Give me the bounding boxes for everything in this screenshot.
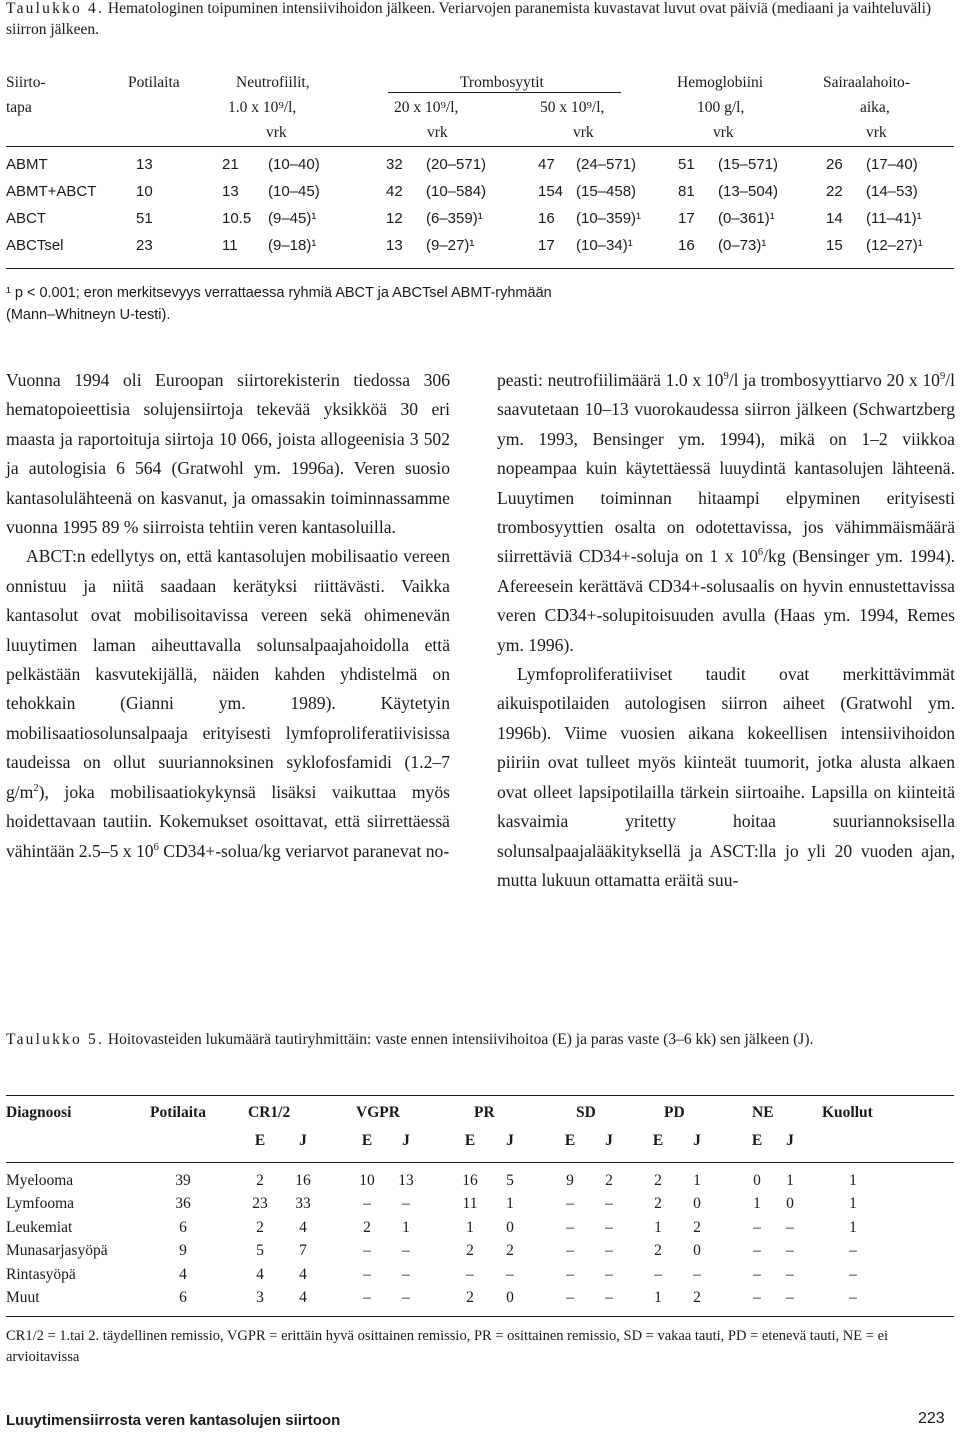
table5-cell-kuollut: – — [849, 1289, 857, 1306]
table5-header-rule — [6, 1162, 954, 1163]
table4-cell-neu_m: 10.5 — [222, 210, 252, 227]
table4-cell-sh_r: (14–53) — [866, 183, 918, 200]
table5-cell-potilaita: 39 — [175, 1172, 191, 1189]
table5-cell-value: 1 — [753, 1195, 761, 1213]
table5-cell-value: 2 — [654, 1195, 662, 1213]
table4-cell-neu_r: (10–40) — [268, 156, 320, 173]
table4-cell-hb_m: 51 — [678, 156, 695, 173]
table5-cell-value: – — [605, 1195, 613, 1213]
table5-cell-value: – — [786, 1265, 794, 1283]
table4-cell-t20_r: (20–571) — [426, 156, 487, 173]
table4-cell-n: 51 — [136, 210, 153, 227]
table5-cell-value: 16 — [462, 1172, 478, 1189]
table4-cell-n: 10 — [136, 183, 153, 200]
table5-header-6: PD — [664, 1104, 685, 1121]
table5-cell-value: 1 — [693, 1172, 701, 1189]
table4-header-rule — [6, 146, 954, 147]
table5-cell-kuollut: 1 — [849, 1195, 857, 1213]
table4-cell-sh_m: 22 — [826, 183, 843, 200]
table5-cell-value: 2 — [693, 1289, 701, 1306]
table5-cell-kuollut: – — [849, 1265, 857, 1283]
table5-cell-value: 1 — [654, 1218, 662, 1236]
header-neutro-threshold: 1.0 x 10⁹/l, — [228, 99, 297, 116]
table5-cell-value: 4 — [299, 1265, 307, 1283]
left-paragraph-2: ABCT:n edellytys on, että kantasolujen mobilisaatio vereen onnistuu ja niitä saadaan kerätyksi riittävästi. Vaikka kantasolut ovat mobilisoitavissa vereen sekä ohimenevän luuytimen laman aiheuttavalla solunsalpaajahoidolla että pelkästään kasvutekijällä, näiden kahden yhdistelmä on tehokkain (Gianni ym. 1989). Käytetyin mobilisaatiosolunsalpaaja erityisesti lymfoproliferatiivisissa taudeissa on ollut suuriannoksinen syklofosfamidi (1.2–7 $g/m^2$), joka mobilisaatiokykynsä lisäksi vaikuttaa myös hoidettavaan tautiin. Kokemukset osoittavat, että siirrettäessä vähintään 2.5–5 x $10^6$ CD34+-solua/kg veriarvot paranevat no- — [6, 546, 450, 861]
table5-cell-diagnoosi: Leukemiat — [6, 1218, 73, 1236]
table4-cell-t50_r: (10–34)¹ — [576, 237, 633, 254]
table5-header-7: NE — [752, 1104, 774, 1121]
table5-row — [0, 1172, 960, 1194]
page-number: 223 — [918, 1410, 945, 1427]
table5-row — [0, 1219, 960, 1241]
table5-cell-value: 2 — [363, 1218, 371, 1236]
table5-footnote: CR1/2 = 1.tai 2. täydellinen remissio, VGPR = erittäin hyvä osittainen remissio, PR = osittainen remissio, SD = vakaa tauti, PD = etenevä tauti, NE = ei arvioitavissa — [6, 1328, 889, 1365]
table5-cell-value: 2 — [466, 1289, 474, 1306]
header-sh-unit: vrk — [866, 124, 887, 141]
table4-bottom-rule — [6, 268, 954, 269]
table5-cell-diagnoosi: Munasarjasyöpä — [6, 1242, 108, 1260]
right-paragraph-1: peasti: neutrofiilimäärä 1.0 x $10^9/l$ ja trombosyyttiarvo 20 x $10^9/l$ saavutetaan 10–13 vuorokaudessa siirron jälkeen (Schwartzberg ym. 1993, Bensinger ym. 1994), mikä on 1–2 viikkoa nopeampaa kuin käytettäessä luuydintä kantasolujen lähteenä. Luuytimen toiminnan hitaampi elpyminen erityisesti trombosyyttien osalta on odotettavissa, jos vähimmäismäärä siirrettäviä CD34+-soluja on 1 x $10^6/kg$ (Bensinger ym. 1994). Afereesein kerättävä CD34+-solusaalis on hyvin ennustettavissa veren CD34+-solupitoisuuden avulla (Haas ym. 1994, Remes ym. 1996). — [497, 370, 955, 655]
body-left-column — [6, 366, 450, 866]
table5-cell-value: – — [753, 1242, 761, 1260]
table5-cell-value: 5 — [256, 1242, 264, 1260]
table5-subheader-4: E — [464, 1132, 476, 1149]
table5-cell-value: 1 — [402, 1218, 410, 1236]
table5-cell-value: 4 — [299, 1218, 307, 1236]
table4-caption-label: Taulukko 4. — [6, 0, 105, 17]
table5-cell-value: – — [753, 1265, 761, 1283]
table4-cell-n: 13 — [136, 156, 153, 173]
table5-subheader-1: J — [299, 1132, 307, 1149]
table5-cell-value: – — [753, 1218, 761, 1236]
table4-cell-hb_r: (0–361)¹ — [718, 210, 775, 227]
table5-cell-value: – — [363, 1289, 371, 1306]
header-sairaalahoito: Sairaalahoito- — [823, 74, 910, 91]
table5-cell-value: – — [402, 1195, 410, 1213]
table5-cell-value: 2 — [506, 1242, 514, 1260]
table5-cell-value: 1 — [506, 1195, 514, 1213]
table5-cell-potilaita: 9 — [179, 1242, 187, 1260]
table4-header — [0, 70, 960, 145]
trombosyytit-rule — [388, 92, 621, 93]
table4-cell-t20_m: 13 — [386, 237, 403, 254]
table4-cell-t50_m: 17 — [538, 237, 555, 254]
table5-cell-value: – — [786, 1218, 794, 1236]
table5-cell-value: – — [693, 1265, 701, 1283]
table4-cell-neu_r: (9–18)¹ — [268, 237, 317, 254]
table5-cell-value: – — [363, 1265, 371, 1283]
table4-cell-sh_r: (17–40) — [866, 156, 918, 173]
table4-cell-neu_m: 13 — [222, 183, 239, 200]
table5-cell-value: – — [786, 1242, 794, 1260]
table4-cell-neu_r: (10–45) — [268, 183, 320, 200]
table5-cell-value: 2 — [605, 1172, 613, 1189]
table5-row — [0, 1266, 960, 1288]
table5-cell-value: 2 — [654, 1172, 662, 1189]
table5-cell-value: – — [466, 1265, 474, 1283]
table5-cell-value: 33 — [295, 1195, 311, 1213]
table5-cell-value: – — [402, 1265, 410, 1283]
table5-header-8: Kuollut — [822, 1104, 873, 1121]
table5-cell-value: – — [605, 1218, 613, 1236]
table4-cell-sh_m: 14 — [826, 210, 843, 227]
table4-cell-sh_m: 26 — [826, 156, 843, 173]
table4-cell-t50_m: 154 — [538, 183, 564, 200]
table5-cell-value: – — [786, 1289, 794, 1306]
table5-cell-value: 2 — [256, 1218, 264, 1236]
table5-cell-value: 13 — [398, 1172, 414, 1189]
table4-caption-text: Hematologinen toipuminen intensiivihoidon jälkeen. Veriarvojen paranemista kuvastavat luvut ovat päiviä (mediaani ja vaihteluväli) siirron jälkeen. — [6, 0, 932, 38]
table5-cell-value: 16 — [295, 1172, 311, 1189]
table5-cell-value: 11 — [462, 1195, 478, 1213]
table4-footnote-line1: ¹ p < 0.001; eron merkitsevyys verrattaessa ryhmiä ABCT ja ABCTsel ABMT-ryhmään — [6, 285, 552, 301]
table5-cell-potilaita: 6 — [179, 1218, 187, 1236]
table5-cell-diagnoosi: Lymfooma — [6, 1195, 75, 1213]
table5-cell-value: 0 — [753, 1172, 761, 1189]
table4-cell-hb_m: 16 — [678, 237, 695, 254]
table5-cell-diagnoosi: Myelooma — [6, 1172, 74, 1189]
table4-cell-tapa: ABCT — [6, 210, 47, 227]
table5-row — [0, 1289, 960, 1311]
table5-header-1: Potilaita — [150, 1104, 206, 1121]
table5-cell-diagnoosi: Muut — [6, 1289, 40, 1306]
table5-cell-value: 0 — [693, 1242, 701, 1260]
table5-cell-value: 1 — [654, 1289, 662, 1306]
body-right-column — [497, 366, 955, 895]
running-title: Luuytimensiirrosta veren kantasolujen siirtoon — [6, 1412, 341, 1429]
table5-cell-value: 2 — [466, 1242, 474, 1260]
table5-header-0: Diagnoosi — [6, 1104, 72, 1121]
table5-cell-value: – — [654, 1265, 662, 1283]
table4-cell-t20_r: (6–359)¹ — [426, 210, 483, 227]
table5-header-4: PR — [474, 1104, 495, 1121]
table5-caption — [6, 1029, 954, 1050]
header-siirto: Siirto- — [6, 74, 46, 91]
table4-cell-hb_m: 17 — [678, 210, 695, 227]
table5-subheader-2: E — [361, 1132, 373, 1149]
table4-cell-t20_m: 42 — [386, 183, 403, 200]
left-paragraph-1: Vuonna 1994 oli Euroopan siirtorekisterin tiedossa 306 hematopoieettisia solujensiirtoja tekevää yksikköä 30 eri maasta ja raportoituja siirtoja 10 066, joista allogeenisia 3 502 ja autologisia 6 564 (Gratwohl ym. 1996a). Veren suosio kantasolulähteenä on kasvanut, ja omassakin toiminnassamme vuonna 1995 89 % siirroista tehtiin veren kantasoluilla. — [6, 370, 450, 538]
table5-row — [0, 1195, 960, 1217]
table5-subheader-0: E — [254, 1132, 266, 1149]
table5-row — [0, 1242, 960, 1264]
header-trombosyytit: Trombosyytit — [460, 74, 544, 91]
table4-cell-t50_r: (10–359)¹ — [576, 210, 642, 227]
header-hb-threshold: 100 g/l, — [697, 99, 745, 116]
header-t50-unit: vrk — [573, 124, 594, 141]
table4-cell-tapa: ABCTsel — [6, 237, 64, 254]
table4-cell-neu_r: (9–45)¹ — [268, 210, 317, 227]
table5-header-3: VGPR — [356, 1104, 400, 1121]
table4-footnote-line2: (Mann–Whitneyn U-testi). — [6, 307, 171, 323]
header-aika: aika, — [860, 99, 890, 116]
table5-cell-value: – — [566, 1195, 574, 1213]
table5-cell-value: – — [605, 1242, 613, 1260]
table4-row — [0, 210, 960, 237]
table5-subheader-10: E — [751, 1132, 763, 1149]
header-t20-unit: vrk — [427, 124, 448, 141]
table5-cell-value: – — [566, 1218, 574, 1236]
table4-cell-t50_r: (15–458) — [576, 183, 637, 200]
header-tapa: tapa — [6, 99, 32, 116]
table5-subheader-3: J — [402, 1132, 410, 1149]
table5 — [0, 1098, 960, 1308]
table4-cell-t20_r: (10–584) — [426, 183, 487, 200]
table4-cell-sh_r: (11–41)¹ — [866, 210, 922, 227]
table4-body — [0, 156, 960, 266]
table4-cell-tapa: ABMT+ABCT — [6, 183, 97, 200]
table4-cell-hb_r: (15–571) — [718, 156, 779, 173]
table5-cell-value: – — [566, 1265, 574, 1283]
table5-header-5: SD — [576, 1104, 596, 1121]
table4-caption — [6, 0, 956, 40]
table4-row — [0, 237, 960, 264]
table4-cell-sh_m: 15 — [826, 237, 843, 254]
table5-cell-value: 23 — [252, 1195, 268, 1213]
table5-subheader-5: J — [506, 1132, 514, 1149]
table5-cell-kuollut: 1 — [849, 1218, 857, 1236]
right-paragraph-2: Lymfoproliferatiiviset taudit ovat merkittävimmät aikuispotilaiden autologisen siirron aiheet (Gratwohl ym. 1996b). Viime vuosien aikana kokeellisen intensiivihoidon piiriin ovat tulleet myös kiinteät tuumorit, jotka alusta alkaen ovat olleet lapsipotilailla tärkein siirtoaihe. Lapsilla on kiinteitä kasvaimia yritetty hoitaa suuriannoksisella solunsalpaajalääkityksellä ja ASCT:lla jo yli 20 vuoden ajan, mutta lukuun ottamatta eräitä suu- — [497, 664, 955, 890]
table5-subheader-7: J — [605, 1132, 613, 1149]
table5-cell-value: 1 — [786, 1172, 794, 1189]
header-hemoglobiini: Hemoglobiini — [677, 74, 764, 91]
table4-cell-t20_r: (9–27)¹ — [426, 237, 475, 254]
table4-cell-tapa: ABMT — [6, 156, 48, 173]
header-potilaita: Potilaita — [128, 74, 180, 91]
table5-cell-value: – — [402, 1242, 410, 1260]
table5-header-2: CR1/2 — [248, 1104, 291, 1121]
table4-cell-hb_r: (13–504) — [718, 183, 779, 200]
table5-cell-value: – — [605, 1289, 613, 1306]
table5-subheader-6: E — [564, 1132, 576, 1149]
header-neutrofiilit: Neutrofiilit, — [236, 74, 310, 91]
table5-cell-value: – — [605, 1265, 613, 1283]
table4-cell-hb_m: 81 — [678, 183, 695, 200]
table5-cell-value: – — [506, 1265, 514, 1283]
table5-cell-value: 3 — [256, 1289, 264, 1306]
table5-caption-text: Hoitovasteiden lukumäärä tautiryhmittäin: vaste ennen intensiivihoitoa (E) ja paras vaste (3–6 kk) sen jälkeen (J). — [107, 1031, 814, 1048]
header-hb-unit: vrk — [713, 124, 734, 141]
table4-row — [0, 156, 960, 183]
table5-cell-value: – — [753, 1289, 761, 1306]
table5-cell-value: 2 — [256, 1172, 264, 1189]
table5-cell-value: 0 — [506, 1289, 514, 1306]
table5-cell-value: – — [566, 1289, 574, 1306]
table5-cell-value: – — [566, 1242, 574, 1260]
table4-cell-n: 23 — [136, 237, 153, 254]
table4-cell-sh_r: (12–27)¹ — [866, 237, 923, 254]
table5-cell-value: 4 — [299, 1289, 307, 1306]
table5-bottom-rule — [6, 1316, 954, 1317]
table5-cell-potilaita: 36 — [175, 1195, 191, 1213]
table5-cell-value: – — [363, 1195, 371, 1213]
table5-cell-diagnoosi: Rintasyöpä — [6, 1265, 76, 1283]
table5-cell-value: 4 — [256, 1265, 264, 1283]
header-t20: 20 x 10⁹/l, — [394, 99, 459, 116]
table5-cell-value: 1 — [466, 1218, 474, 1236]
table5-cell-value: 5 — [506, 1172, 514, 1189]
table5-cell-value: – — [363, 1242, 371, 1260]
table5-cell-value: 2 — [654, 1242, 662, 1260]
table4-cell-neu_m: 11 — [222, 237, 238, 254]
table4-cell-t20_m: 32 — [386, 156, 403, 173]
table4-cell-t50_m: 16 — [538, 210, 555, 227]
table5-cell-value: 0 — [786, 1195, 794, 1213]
table4-cell-t50_r: (24–571) — [576, 156, 637, 173]
header-neutro-unit: vrk — [266, 124, 287, 141]
table5-caption-label: Taulukko 5. — [6, 1031, 105, 1048]
table4-row — [0, 183, 960, 210]
table5-cell-value: 9 — [566, 1172, 574, 1189]
table5-subheader-9: J — [693, 1132, 701, 1149]
table5-cell-value: – — [402, 1289, 410, 1306]
table4-cell-t20_m: 12 — [386, 210, 403, 227]
table5-cell-value: 7 — [299, 1242, 307, 1260]
table5-subheader-11: J — [786, 1132, 794, 1149]
table5-cell-kuollut: – — [849, 1242, 857, 1260]
table4-footnote — [6, 282, 552, 326]
table4-cell-hb_r: (0–73)¹ — [718, 237, 767, 254]
table5-subheader-8: E — [652, 1132, 664, 1149]
table4-cell-neu_m: 21 — [222, 156, 239, 173]
table5-cell-potilaita: 6 — [179, 1289, 187, 1306]
table5-cell-value: 0 — [693, 1195, 701, 1213]
table4-cell-t50_m: 47 — [538, 156, 555, 173]
table5-cell-potilaita: 4 — [179, 1265, 187, 1283]
header-t50: 50 x 10⁹/l, — [540, 99, 605, 116]
table5-top-rule — [6, 1095, 954, 1096]
table5-cell-value: 0 — [506, 1218, 514, 1236]
table5-cell-value: 2 — [693, 1218, 701, 1236]
table5-cell-kuollut: 1 — [849, 1172, 857, 1189]
table5-cell-value: 10 — [359, 1172, 375, 1189]
